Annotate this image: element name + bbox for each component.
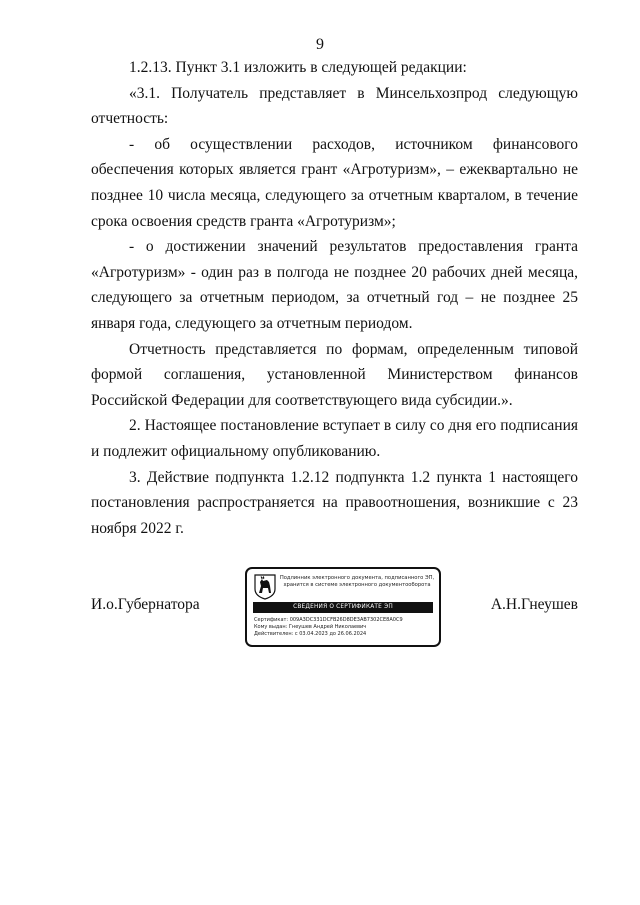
- page-number: 9: [316, 36, 324, 53]
- paragraph-4: - о достижении значений результатов предоставления гранта «Агротуризм» - один раз в полгода не позднее 20 рабочих дней месяца, следующего за отчетным периодом, за отчетный год – не позднее 25 января года, следующего за отчетным периодом.: [91, 238, 578, 332]
- paragraph-5: Отчетность представляется по формам, определенным типовой формой соглашения, установленной Министерством финансов Российской Федерации для соответствующего вида субсидии.».: [91, 340, 578, 409]
- document-body: [91, 55, 578, 541]
- stamp-certificate: Сертификат: 009A3DC331DCFB26D8DE3AB7302CE8A0C9: [254, 617, 403, 623]
- signatory-name: А.Н.Гнеушев: [490, 596, 578, 613]
- stamp-valid-period: Действителен: с 03.04.2023 до 26.06.2024: [254, 631, 367, 637]
- stamp-issued-to: Кому выдан: Гнеушев Андрей Николаевич: [254, 624, 367, 630]
- stamp-header-line-1: Подлинник электронного документа, подписанного ЭП,: [279, 575, 435, 581]
- paragraph-6: 2. Настоящее постановление вступает в силу со дня его подписания и подлежит официальному опубликованию.: [91, 417, 578, 460]
- signatory-title: И.о.Губернатора: [91, 596, 200, 613]
- electronic-signature-stamp: [245, 567, 441, 647]
- stamp-details: [254, 617, 434, 638]
- paragraph-7: 3. Действие подпункта 1.2.12 подпункта 1.2 пункта 1 настоящего постановления распространяется на правоотношения, возникшие с 23 ноября 2022 г.: [91, 468, 578, 537]
- paragraph-3: - об осуществлении расходов, источником финансового обеспечения которых является грант «Агротуризм», – ежеквартально не позднее 10 числа месяца, следующего за отчетным кварталом, в течение срока освоения средств гранта «Агротуризм»;: [91, 135, 578, 230]
- coat-of-arms-icon: [254, 574, 276, 600]
- stamp-header: [277, 575, 437, 589]
- stamp-title-bar: СВЕДЕНИЯ О СЕРТИФИКАТЕ ЭП: [253, 602, 433, 613]
- paragraph-1: 1.2.13. Пункт 3.1 изложить в следующей редакции:: [129, 59, 467, 76]
- paragraph-2: «3.1. Получатель представляет в Минсельхозпрод следующую отчетность:: [91, 84, 578, 128]
- stamp-header-line-2: хранится в системе электронного документооборота: [283, 582, 431, 588]
